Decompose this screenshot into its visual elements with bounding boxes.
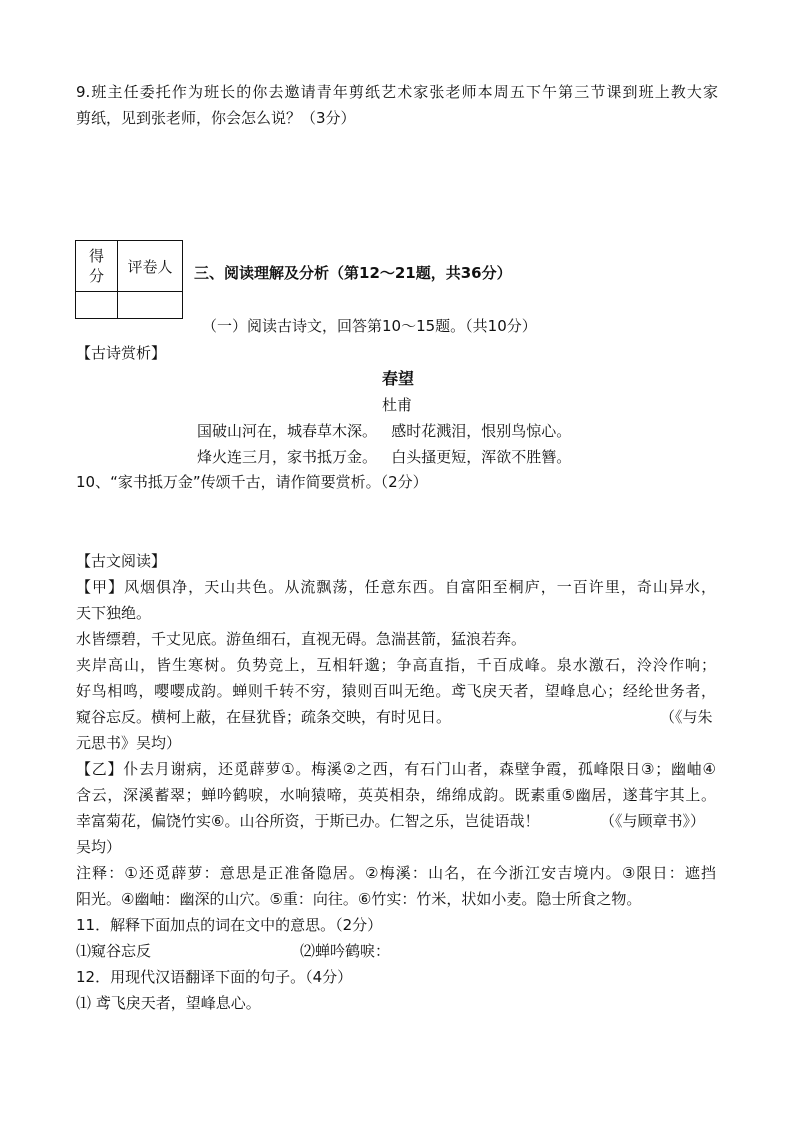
classical-heading: 【古文阅读】 [76, 552, 167, 570]
jia-line: 好鸟相鸣，嘤嘤成韵。蝉则千转不穷，猿则百叫无绝。鸢飞戾天者，望峰息心；经纶世务者， [76, 682, 716, 700]
poem-line-2: 烽火连三月，家书抵万金。 白头搔更短，浑欲不胜簪。 [197, 448, 572, 466]
yi-line: 幸富菊花，偏饶竹实⑥。山谷所资，于斯已办。仁智之乐，岂徒语哉！ [76, 812, 540, 830]
q10: 10、“家书抵万金”传颂千古，请作简要赏析。（2分） [76, 473, 428, 491]
yi-source: （《与顾章书》） [600, 812, 706, 830]
section-sub-intro: （一）阅读古诗文，回答第10～15题。（共10分） [202, 317, 537, 335]
poem-author: 杜甫 [382, 396, 413, 414]
poem-title: 春望 [382, 369, 415, 388]
jia-source-cont: 元思书》吴均） [76, 734, 182, 752]
jia-line: 窥谷忘反。横柯上蔽，在昼犹昏；疏条交映，有时见日。 [76, 708, 452, 726]
grader-input-cell[interactable] [118, 292, 183, 319]
jia-line: 天下独绝。 [76, 604, 152, 622]
yi-line: 含云，深溪蓄翠；蝉吟鹤唳，水响猿啼，英英相杂，绵绵成韵。既素重⑤幽居，遂葺宇其上。 [76, 786, 716, 804]
q9-line-1: 9.班主任委托作为班长的你去邀请青年剪纸艺术家张老师本周五下午第三节课到班上教大家 [76, 83, 718, 101]
notes-line: 阳光。④幽岫：幽深的山穴。⑤重：向往。⑥竹实：竹米，状如小麦。隐士所食之物。 [76, 890, 642, 908]
notes-line: 注释：①还觅薜萝：意思是正准备隐居。②梅溪：山名，在今浙江安吉境内。③限日：遮挡 [76, 864, 716, 882]
section-title: 三、阅读理解及分析（第12～21题，共36分） [194, 264, 512, 282]
jia-source: （《与朱 [660, 708, 713, 726]
q11-item-1: ⑴窥谷忘反 [76, 942, 152, 960]
grader-label-cell: 评卷人 [118, 241, 183, 292]
jia-line: 夹岸高山，皆生寒树。负势竞上，互相轩邈；争高直指，千百成峰。泉水激石，泠泠作响； [76, 656, 716, 674]
score-label-cell [76, 241, 118, 292]
poem-heading: 【古诗赏析】 [76, 344, 167, 362]
score-label-top: 得 [88, 247, 104, 265]
q12-stem: 12．用现代汉语翻译下面的句子。（4分） [76, 968, 353, 986]
q9-line-2: 剪纸，见到张老师，你会怎么说？（3分） [76, 109, 356, 127]
q11-stem: 11．解释下面加点的词在文中的意思。（2分） [76, 916, 383, 934]
score-label-bottom: 分 [88, 267, 104, 285]
jia-line: 水皆缥碧，千丈见底。游鱼细石，直视无碍。急湍甚箭，猛浪若奔。 [76, 630, 527, 648]
poem-line-1: 国破山河在，城春草木深。 感时花溅泪，恨别鸟惊心。 [197, 422, 572, 440]
q12-item-1: ⑴ 鸢飞戾天者，望峰息心。 [76, 994, 261, 1012]
yi-source-cont: 吴均） [76, 838, 122, 856]
score-input-cell[interactable] [76, 292, 118, 319]
score-table [75, 240, 183, 319]
q11-item-2: ⑵蝉吟鹤唳： [300, 942, 391, 960]
yi-line: 【乙】仆去月谢病，还觅薜萝①。梅溪②之西，有石门山者，森壁争霞，孤峰限日③；幽岫④ [76, 760, 716, 778]
jia-line: 【甲】风烟俱净，天山共色。从流飘荡，任意东西。自富阳至桐庐，一百许里，奇山异水， [76, 578, 716, 596]
